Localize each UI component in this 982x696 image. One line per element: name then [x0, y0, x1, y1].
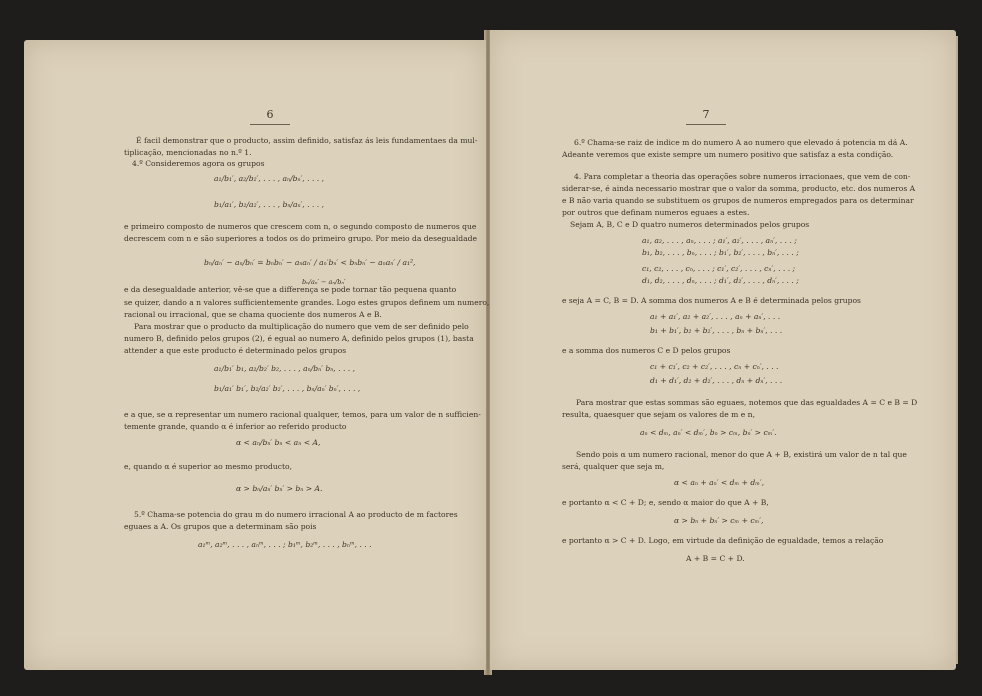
formula: a₁/b₁′ b₁, a₂/b₂′ b₂, . . . , aₙ/bₙ′ bₙ, . . . ,: [214, 364, 356, 373]
header-rule: [250, 124, 290, 125]
formula: a₁ + a₁′, a₂ + a₂′, . . . , aₙ + aₙ′, . . .: [650, 312, 781, 321]
text-line: attender a que este producto é determinado pelos grupos: [124, 346, 347, 355]
formula: bₙ/aₙ′ − aₙ/bₙ′: [302, 278, 346, 286]
text-line: e primeiro composto de numeros que crescem com n, o segundo composto de numeros que: [124, 222, 477, 231]
left-page: [24, 40, 490, 670]
text-line: Adeante veremos que existe sempre um numero positivo que satisfaz a esta condição.: [562, 150, 894, 159]
formula: α < aₙ/bₙ′ bₙ < aₙ < A,: [236, 438, 321, 447]
formula: b₁, b₂, . . . , bₙ, . . . ; b₁′, b₂′, . . . , bₙ′, . . . ;: [642, 248, 799, 257]
formula: b₁/a₁′ b₁′, b₂/a₂′ b₂′, . . . , bₙ/aₙ′ bₙ′, . . . ,: [214, 384, 361, 393]
text-line: temente grande, quando α é inferior ao referido producto: [124, 422, 347, 431]
formula: c₁ + c₁′, c₂ + c₂′, . . . , cₙ + cₙ′, . . .: [650, 362, 779, 371]
formula: d₁ + d₁′, d₂ + d₂′, . . . , dₙ + dₙ′, . . .: [650, 376, 783, 385]
text-line: tiplicação, mencionadas no n.º 1.: [124, 148, 252, 157]
text-line: racional ou irracional, que se chama quociente dos numeros A e B.: [124, 310, 382, 319]
text-line: 4.º Consideremos agora os grupos: [132, 159, 265, 168]
formula: α > bₙ/aₙ′ bₙ′ > bₙ > A.: [236, 484, 323, 493]
page-number-left: [240, 108, 300, 125]
header-rule: [686, 124, 726, 125]
text-line: e a somma dos numeros C e D pelos grupos: [562, 346, 731, 355]
formula: bₙ/aₙ′ − aₙ/bₙ′ = bₙbₙ′ − aₙaₙ′ / aₙ′bₙ′ < bₙbₙ′ − aₙaₙ′ / a₁²,: [204, 258, 416, 267]
text-line: e da desegualdade anterior, vê-se que a differença se pode tornar tão pequena quanto: [124, 285, 457, 294]
text-line: resulta, quaesquer que sejam os valores de m e n,: [562, 410, 755, 419]
formula: b₁ + b₁′, b₂ + b₂′, . . . , bₙ + bₙ′, . . .: [650, 326, 783, 335]
right-page: [490, 30, 956, 670]
text-line: e, quando α é superior ao mesmo producto,: [124, 462, 293, 471]
formula: α > bₙ + bₙ′ > cₘ + cₘ′,: [674, 516, 764, 525]
formula: a₁ᵐ, a₂ᵐ, . . . , aₙᵐ, . . . ; b₁ᵐ, b₂ᵐ, . . . , bₙᵐ, . . .: [198, 540, 372, 549]
text-line: Sendo pois α um numero racional, menor do que A + B, existirá um valor de n tal que: [576, 450, 907, 459]
text-line: e seja A = C, B = D. A somma dos numeros A e B é determinada pelos grupos: [562, 296, 861, 305]
text-line: Para mostrar que o producto da multiplicação do numero que vem de ser definido pelo: [134, 322, 469, 331]
text-line: 5.º Chama-se potencia do grau m do numero irracional A ao producto de m factores: [134, 510, 458, 519]
text-line: e portanto α > C + D. Logo, em virtude da definição de egualdade, temos a relação: [562, 536, 884, 545]
text-line: 4. Para completar a theoria das operações sobre numeros irracionaes, que vem de con-: [574, 172, 911, 181]
formula: b₁/a₁′, b₂/a₂′, . . . , bₙ/aₙ′, . . . ,: [214, 200, 325, 209]
text-line: por outros que definam numeros eguaes a estes.: [562, 208, 750, 217]
text-line: se quizer, dando a n valores sufficientemente grandes. Logo estes grupos definem um numero,: [124, 298, 490, 307]
page-number-right: [676, 108, 736, 125]
text-line: e B não varia quando se substituem os grupos de numeros empregados para os determinar: [562, 196, 914, 205]
formula: a₁, a₂, . . . , aₙ, . . . ; a₁′, a₂′, . . . , aₙ′, . . . ;: [642, 236, 797, 245]
text-line: e a que, se α representar um numero racional qualquer, temos, para um valor de n sufficien-: [124, 410, 481, 419]
formula: c₁, c₂, . . . , cₙ, . . . ; c₁′, c₂′, . . . , cₙ′, . . . ;: [642, 264, 796, 273]
text-line: 6.º Chama-se raiz de indice m do numero A ao numero que elevado á potencia m dá A.: [574, 138, 908, 147]
formula: aₙ < dₘ, aₙ′ < dₘ′, bₙ > cₘ, bₙ′ > cₘ′.: [640, 428, 777, 437]
text-line: siderar-se, é ainda necessario mostrar que o valor da somma, producto, etc. dos numeros A: [562, 184, 916, 193]
page-number-text: 6: [266, 108, 274, 121]
text-line: Sejam A, B, C e D quatro numeros determinados pelos grupos: [570, 220, 810, 229]
formula: α < aₙ + aₙ′ < dₘ + dₘ′,: [674, 478, 764, 487]
text-line: É facil demonstrar que o producto, assim definido, satisfaz ás leis fundamentaes da mul-: [136, 136, 478, 145]
text-line: Para mostrar que estas sommas são eguaes, notemos que das egualdades A = C e B = D: [576, 398, 918, 407]
text-line: eguaes a A. Os grupos que a determinam são pois: [124, 522, 317, 531]
formula: A + B = C + D.: [686, 554, 745, 563]
page-number-text: 7: [702, 108, 710, 121]
formula: d₁, d₂, . . . , dₙ, . . . ; d₁′, d₂′, . . . , dₙ′, . . . ;: [642, 276, 799, 285]
formula: a₁/b₁′, a₂/b₂′, . . . , aₙ/bₙ′, . . . ,: [214, 174, 325, 183]
text-line: e portanto α < C + D; e, sendo α maior do que A + B,: [562, 498, 769, 507]
text-line: será, qualquer que seja m,: [562, 462, 665, 471]
text-line: decrescem com n e são superiores a todos os do primeiro grupo. Por meio da desegualdade: [124, 234, 477, 243]
text-line: numero B, definido pelos grupos (2), é egual ao numero A, definido pelos grupos (1), basta: [124, 334, 474, 343]
